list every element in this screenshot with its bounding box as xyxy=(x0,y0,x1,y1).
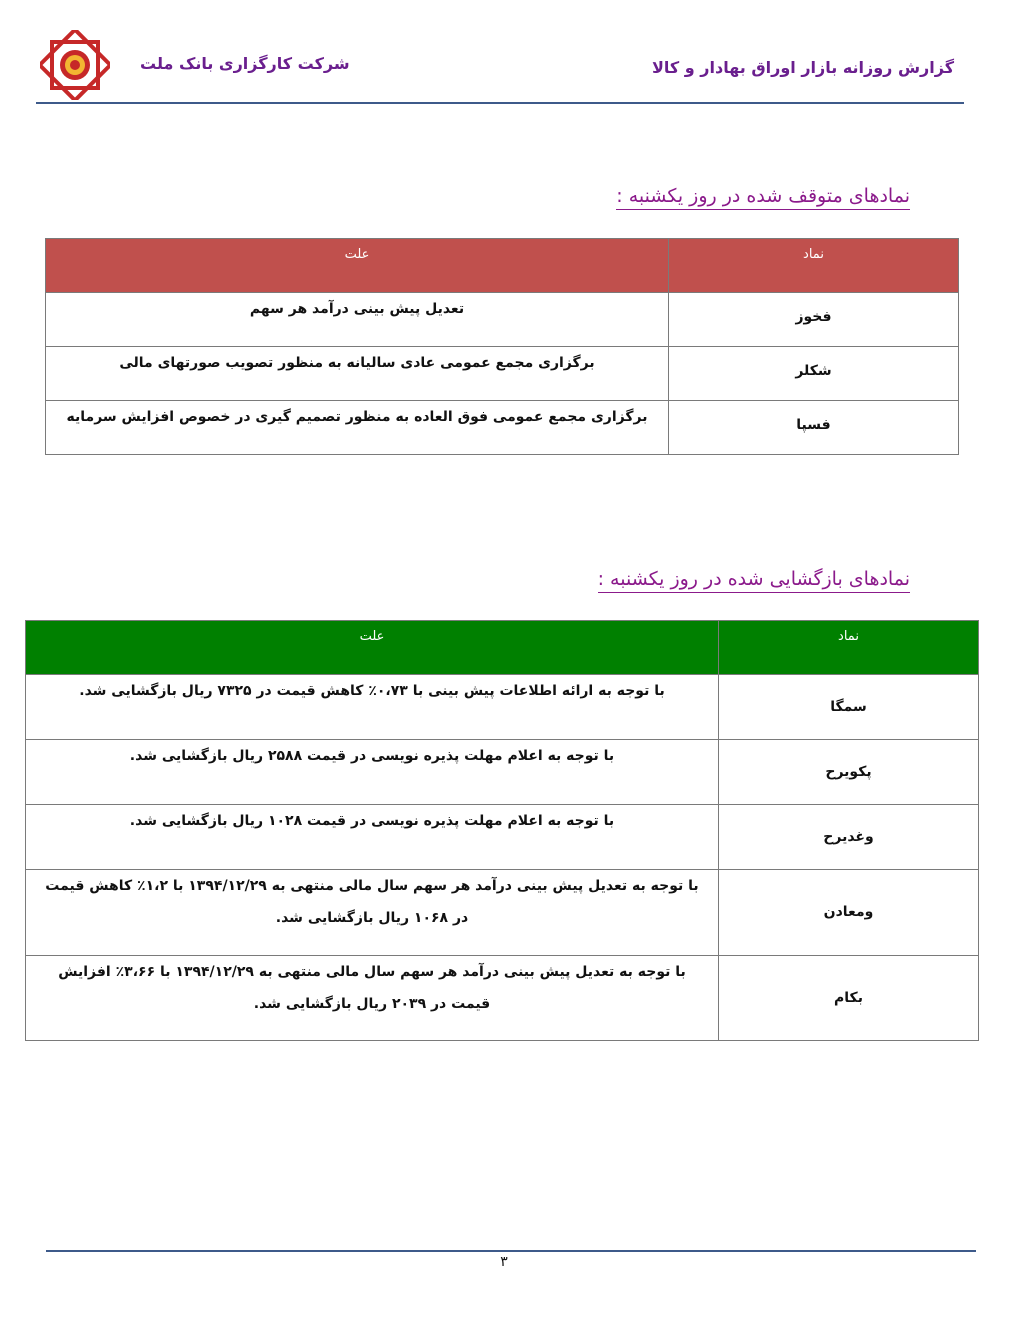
table-row xyxy=(46,347,959,401)
reason-text: برگزاری مجمع عمومی عادی سالیانه به منظور تصویب صورتهای مالی xyxy=(119,355,595,371)
footer-divider xyxy=(46,1250,976,1252)
table-header-row xyxy=(46,239,959,293)
reason-text: برگزاری مجمع عمومی فوق العاده به منظور تصمیم گیری در خصوص افزایش سرمایه xyxy=(66,409,648,425)
table-header-row xyxy=(26,621,979,675)
reason-text: با توجه به اعلام مهلت پذیره نویسی در قیمت ۲۵۸۸ ریال بازگشایی شد. xyxy=(129,748,615,764)
reason-cell xyxy=(46,401,669,455)
symbol-cell: پکویرح xyxy=(719,740,979,805)
reason-text: با توجه به تعدیل پیش بینی درآمد هر سهم سال مالی منتهی به ۱۳۹۴/۱۲/۲۹ با ۱،۲٪ کاهش قیمت در ۱۰۶۸ ریال بازگشایی شد. xyxy=(45,878,699,926)
reason-cell xyxy=(46,347,669,401)
bank-mellat-logo-icon xyxy=(40,30,110,100)
symbol-cell: بکام xyxy=(719,956,979,1041)
reason-column-header: علت xyxy=(46,239,669,293)
reason-cell xyxy=(26,956,719,1041)
reason-cell xyxy=(46,293,669,347)
resumed-symbols-heading: نمادهای بازگشایی شده در روز یکشنبه : xyxy=(598,568,910,593)
table-row xyxy=(46,401,959,455)
reason-text: تعدیل پیش بینی درآمد هر سهم xyxy=(249,301,465,317)
reason-cell xyxy=(26,805,719,870)
symbol-cell: ومعادن xyxy=(719,870,979,956)
reason-cell xyxy=(26,870,719,956)
reason-cell xyxy=(26,740,719,805)
symbol-column-header: نماد xyxy=(719,621,979,675)
reason-text: با توجه به اعلام مهلت پذیره نویسی در قیمت ۱۰۲۸ ریال بازگشایی شد. xyxy=(129,813,615,829)
reason-text: با توجه به تعدیل پیش بینی درآمد هر سهم سال مالی منتهی به ۱۳۹۴/۱۲/۲۹ با ۳،۶۶٪ افزایش قیمت در ۲۰۳۹ ریال بازگشایی شد. xyxy=(58,964,686,1012)
report-title: گزارش روزانه بازار اوراق بهادار و کالا xyxy=(651,58,954,77)
table-row xyxy=(26,740,979,805)
symbol-column-header: نماد xyxy=(669,239,959,293)
symbol-cell: فسپا xyxy=(669,401,959,455)
reason-column-header: علت xyxy=(26,621,719,675)
halted-symbols-table xyxy=(45,238,959,455)
company-name: شرکت کارگزاری بانک ملت xyxy=(140,54,350,73)
table-row xyxy=(26,805,979,870)
table-row xyxy=(26,870,979,956)
halted-symbols-heading: نمادهای متوقف شده در روز یکشنبه : xyxy=(616,185,910,210)
table-row xyxy=(26,675,979,740)
page-number: ۳ xyxy=(500,1254,508,1270)
resumed-symbols-table xyxy=(25,620,979,1041)
table-row xyxy=(26,956,979,1041)
symbol-cell: شکلر xyxy=(669,347,959,401)
symbol-cell: وغدیرح xyxy=(719,805,979,870)
reason-cell xyxy=(26,675,719,740)
symbol-cell: فخوز xyxy=(669,293,959,347)
header-divider xyxy=(36,102,964,104)
reason-text: با توجه به ارائه اطلاعات پیش بینی با ۰،۷۳٪ کاهش قیمت در ۷۳۲۵ ریال بازگشایی شد. xyxy=(79,683,665,699)
table-row xyxy=(46,293,959,347)
symbol-cell: سمگا xyxy=(719,675,979,740)
